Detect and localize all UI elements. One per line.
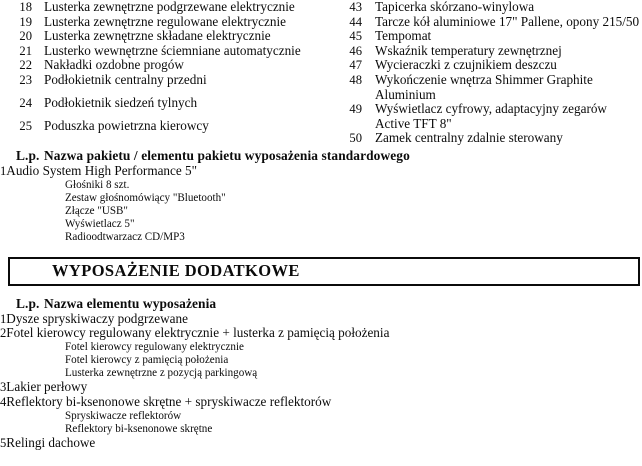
item-text: Audio System High Performance 5" [6, 163, 198, 178]
item-text: Podłokietnik siedzeń tylnych [44, 95, 198, 111]
column-header-name: Nazwa pakietu / elementu pakietu wyposażenia standardowego [44, 148, 410, 163]
list-item [0, 44, 330, 59]
list-item [0, 73, 330, 88]
item-text: Nakładki ozdobne progów [44, 57, 184, 73]
item-number: 19 [19, 14, 32, 29]
item-number: 50 [349, 131, 362, 146]
item-text: Lakier perłowy [6, 379, 88, 395]
sub-item: Fotel kierowcy z pamięcią położenia [65, 354, 229, 366]
standard-equipment-left-column [0, 0, 330, 134]
sub-item: Spryskiwacze reflektorów [65, 409, 182, 422]
item-text: Wycieraczki z czujnikiem deszczu [375, 57, 557, 73]
column-header-number: L.p. [16, 148, 40, 163]
item-text: Lusterka zewnętrzne regulowane elektrycznie [44, 13, 287, 29]
item-number: 44 [349, 14, 362, 29]
item-text: Dysze spryskiwaczy podgrzewane [6, 310, 188, 326]
item-number: 5 [0, 436, 7, 450]
item-text: Lusterka zewnętrzne składane elektrycznie [44, 28, 271, 44]
item-number: 22 [19, 58, 32, 73]
item-text: Tapicerka skórzano-winylowa [375, 0, 535, 14]
item-number: 20 [19, 29, 32, 44]
item-text: Fotel kierowcy regulowany elektrycznie + lusterka z pamięcią położenia [6, 325, 390, 341]
item-text: Relingi dachowe [6, 435, 96, 450]
standard-equipment-two-column-list [0, 0, 642, 148]
list-item [330, 58, 642, 73]
list-item [330, 15, 642, 30]
list-item [330, 29, 642, 44]
item-text: Lusterko wewnętrzne ściemniane automatycznie [44, 42, 301, 58]
sub-item: Fotel kierowcy regulowany elektrycznie [65, 340, 244, 353]
list-item [330, 131, 642, 146]
list-item [0, 0, 330, 15]
item-text: Podłokietnik centralny przedni [44, 71, 207, 87]
item-text: Tarcze kół aluminiowe 17" Pallene, opony 215/50 [375, 13, 640, 29]
standard-package-table [0, 148, 642, 245]
item-number: 18 [19, 0, 32, 14]
item-number: 23 [19, 72, 32, 87]
sub-item: Reflektory bi-ksenonowe skrętne [65, 422, 213, 435]
item-text: Poduszka powietrzna kierowcy [44, 118, 209, 134]
table-row [0, 395, 642, 410]
sub-item: Radioodtwarzacz CD/MP3 [65, 231, 185, 244]
item-text: Lusterka zewnętrzne podgrzewane elektrycznie [44, 0, 295, 14]
item-number: 49 [349, 102, 362, 117]
item-number: 43 [349, 0, 362, 14]
sub-item: Lusterka zewnętrzne z pozycją parkingową [65, 367, 258, 380]
table-row [0, 164, 642, 179]
list-item [0, 111, 330, 134]
additional-equipment-table [0, 296, 642, 451]
item-number: 25 [19, 119, 32, 134]
item-number: 2 [0, 326, 7, 341]
item-number: 21 [19, 43, 32, 58]
sub-item: Wyświetlacz 5" [65, 218, 135, 231]
item-number: 47 [349, 58, 362, 73]
table-row [0, 436, 642, 451]
item-number: 48 [349, 72, 362, 87]
item-text: Tempomat [375, 28, 432, 44]
table-row [0, 326, 642, 341]
item-number: 24 [19, 96, 32, 111]
item-text: Zamek centralny zdalnie sterowany [375, 130, 563, 146]
item-text: Wskaźnik temperatury zewnętrznej [375, 42, 562, 58]
table-header-row [0, 148, 642, 164]
item-number: 1 [0, 311, 7, 326]
item-text: Wyświetlacz cyfrowy, adaptacyjny zegarów Active TFT 8" [375, 101, 607, 131]
column-header-name: Nazwa elementu wyposażenia [44, 295, 217, 311]
table-row [0, 312, 642, 327]
list-item [330, 44, 642, 59]
sub-item: Głośniki 8 szt. [65, 178, 130, 191]
list-item [0, 29, 330, 44]
additional-equipment-section-header [8, 257, 640, 286]
item-number: 3 [0, 380, 7, 395]
list-item [330, 0, 642, 15]
list-item [330, 73, 642, 102]
table-header-row [0, 296, 642, 312]
column-header-number: L.p. [16, 295, 40, 311]
list-item [0, 88, 330, 111]
list-item [0, 15, 330, 30]
item-number: 45 [349, 29, 362, 44]
item-text: Wykończenie wnętrza Shimmer Graphite Aluminium [375, 71, 593, 102]
standard-equipment-right-column [330, 0, 642, 146]
item-number: 46 [349, 43, 362, 58]
item-text: Reflektory bi-ksenonowe skrętne + spryskiwacze reflektorów [6, 394, 332, 409]
sub-item: Złącze "USB" [65, 205, 128, 217]
table-row [0, 380, 642, 395]
item-number: 1 [0, 164, 7, 178]
list-item [0, 58, 330, 73]
section-title: WYPOSAŻENIE DODATKOWE [52, 261, 300, 281]
list-item [330, 102, 642, 131]
sub-item: Zestaw głośnomówiący "Bluetooth" [65, 191, 226, 204]
item-number: 4 [0, 395, 7, 409]
